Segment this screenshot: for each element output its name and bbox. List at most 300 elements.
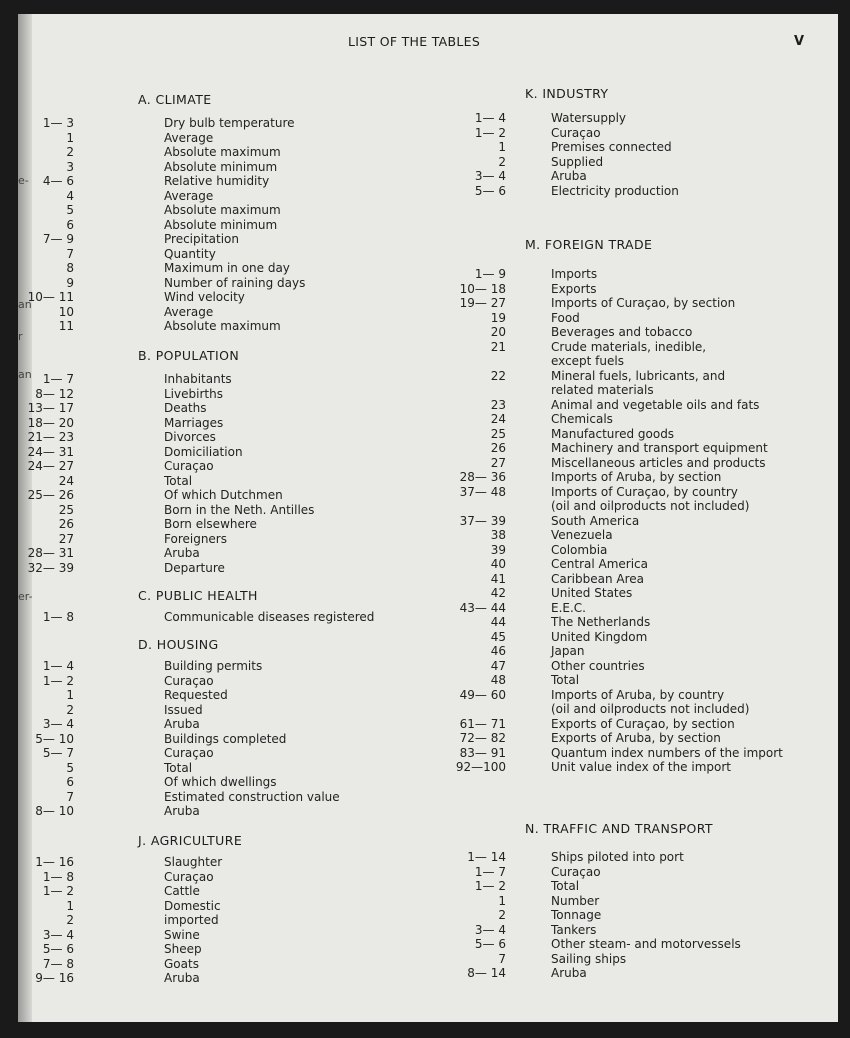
table-list-item <box>18 261 418 276</box>
section-heading: C. PUBLIC HEALTH <box>138 588 258 603</box>
table-list-item <box>18 247 418 262</box>
table-number: 1— 2 <box>474 879 506 893</box>
table-description: Total <box>164 760 193 775</box>
table-number: 24 <box>58 473 74 488</box>
table-number: 8— 14 <box>467 966 506 980</box>
table-description: Sailing ships <box>551 951 627 966</box>
table-number: 26 <box>490 441 506 455</box>
table-number: 1— 4 <box>42 659 74 673</box>
table-description: except fuels <box>551 354 624 368</box>
table-list-item <box>18 445 418 460</box>
table-number: 23 <box>490 397 506 412</box>
table-number: 2 <box>66 702 74 717</box>
table-list-item <box>418 543 838 558</box>
table-description: Total <box>551 879 580 893</box>
table-list-item <box>18 319 418 334</box>
table-description: Food <box>551 310 580 325</box>
table-list-item <box>418 717 838 732</box>
table-list-item <box>418 282 838 297</box>
table-number: 10— 18 <box>459 281 506 296</box>
table-list-item <box>18 503 418 518</box>
table-number: 5— 7 <box>42 746 74 760</box>
table-list-item <box>18 218 418 233</box>
table-number: 1 <box>66 688 74 702</box>
table-list-item <box>418 169 838 184</box>
table-list-item <box>418 937 838 952</box>
table-list-item <box>18 430 418 445</box>
table-description: Crude materials, inedible, <box>551 339 707 354</box>
table-description: imported <box>164 913 219 927</box>
table-list-item <box>18 401 418 416</box>
table-description: Foreigners <box>164 531 227 546</box>
table-description: Quantity <box>164 246 216 261</box>
table-number: 3— 4 <box>42 927 74 942</box>
table-description: Tankers <box>551 922 597 937</box>
table-description: Average <box>164 130 214 145</box>
table-list-item <box>418 865 838 880</box>
table-list-item <box>18 703 418 718</box>
table-number: 8 <box>66 261 74 275</box>
table-list-item <box>418 267 838 282</box>
table-list-item <box>18 717 418 732</box>
table-number: 4— 6 <box>42 174 74 188</box>
table-list-item <box>418 572 838 587</box>
table-description: Slaughter <box>164 855 223 869</box>
table-description: Communicable diseases registered <box>164 610 375 624</box>
table-number: 25— 26 <box>27 488 74 502</box>
table-number: 6 <box>66 217 74 232</box>
table-description: Aruba <box>551 169 587 183</box>
table-description: Domestic <box>164 898 221 913</box>
table-list-item <box>18 942 418 957</box>
table-description: Divorces <box>164 430 216 444</box>
section-heading: N. TRAFFIC AND TRANSPORT <box>525 821 713 836</box>
table-list-item <box>18 459 418 474</box>
document-page <box>18 14 838 1022</box>
table-number: 39 <box>490 542 506 557</box>
table-description: Quantum index numbers of the import <box>551 745 783 760</box>
margin-text-fragment: r <box>18 330 23 343</box>
table-description: Average <box>164 188 214 203</box>
table-list-item <box>418 702 838 717</box>
table-list-item <box>418 615 838 630</box>
table-number: 8— 12 <box>35 386 74 401</box>
table-description: Requested <box>164 688 228 702</box>
table-list-item <box>418 879 838 894</box>
table-number: 21 <box>490 339 506 354</box>
table-description: Aruba <box>164 717 200 731</box>
table-description: Absolute minimum <box>164 159 278 174</box>
table-number: 1 <box>498 140 506 154</box>
table-number: 7 <box>66 246 74 261</box>
table-number: 1— 3 <box>42 116 74 130</box>
table-number: 61— 71 <box>459 716 506 731</box>
table-description: The Netherlands <box>551 615 651 629</box>
table-list-item <box>418 499 838 514</box>
table-list-item <box>18 790 418 805</box>
table-description: Mineral fuels, lubricants, and <box>551 368 726 383</box>
table-list-item <box>418 311 838 326</box>
table-list-item <box>418 398 838 413</box>
table-description: Imports of Curaçao, by country <box>551 484 738 499</box>
table-description: Supplied <box>551 154 604 169</box>
table-list-item <box>418 966 838 981</box>
table-list-item <box>18 855 418 870</box>
table-number: 1 <box>498 893 506 908</box>
table-number: 45 <box>490 629 506 644</box>
table-list-item <box>18 688 418 703</box>
table-number: 19 <box>490 310 506 325</box>
table-number: 2 <box>66 913 74 927</box>
table-description: United Kingdom <box>551 629 648 644</box>
table-description: Animal and vegetable oils and fats <box>551 397 760 412</box>
table-list-item <box>418 528 838 543</box>
table-number: 5— 6 <box>474 937 506 951</box>
table-list-item <box>18 276 418 291</box>
table-list-item <box>18 546 418 561</box>
table-description: Caribbean Area <box>551 571 645 586</box>
table-list-item <box>418 340 838 355</box>
table-list-item <box>18 160 418 175</box>
table-description: Premises connected <box>551 140 672 154</box>
table-list-item <box>418 850 838 865</box>
table-number: 7— 8 <box>42 956 74 971</box>
table-list-item <box>18 732 418 747</box>
table-description: Exports <box>551 281 597 296</box>
table-description: Watersupply <box>551 111 626 125</box>
table-description: Miscellaneous articles and products <box>551 455 766 470</box>
table-description: Estimated construction value <box>164 789 340 804</box>
table-list-item <box>18 203 418 218</box>
table-number: 13— 17 <box>27 401 74 415</box>
table-list-item <box>418 325 838 340</box>
table-number: 5— 6 <box>42 942 74 956</box>
table-number: 3 <box>66 159 74 174</box>
section-heading: M. FOREIGN TRADE <box>525 237 653 252</box>
table-number: 24— 27 <box>27 459 74 473</box>
table-number: 2 <box>66 145 74 159</box>
table-list-item <box>18 610 418 625</box>
table-description: Of which dwellings <box>164 775 277 789</box>
table-number: 25 <box>490 426 506 441</box>
table-list-item <box>18 870 418 885</box>
table-list-item <box>418 908 838 923</box>
table-number: 27 <box>58 531 74 546</box>
page-number: V <box>794 34 805 49</box>
table-number: 1— 2 <box>42 884 74 898</box>
table-list-item <box>418 673 838 688</box>
table-number: 24 <box>490 412 506 426</box>
table-number: 1— 2 <box>474 125 506 140</box>
table-list-item <box>418 427 838 442</box>
table-list-item <box>418 731 838 746</box>
table-number: 38 <box>490 528 506 542</box>
margin-text-fragment: an <box>18 298 32 311</box>
table-list-item <box>18 387 418 402</box>
table-number: 28— 31 <box>27 546 74 560</box>
table-description: United States <box>551 586 633 600</box>
table-number: 11 <box>58 319 74 333</box>
table-list-item <box>418 126 838 141</box>
table-list-item <box>418 514 838 529</box>
table-number: 41 <box>490 571 506 586</box>
table-list-item <box>418 894 838 909</box>
table-description: Ships piloted into port <box>551 850 684 864</box>
table-list-item <box>418 412 838 427</box>
table-list-item <box>418 760 838 775</box>
table-list-item <box>418 441 838 456</box>
table-number: 22 <box>490 368 506 383</box>
table-list-item <box>418 644 838 659</box>
margin-text-fragment: er- <box>18 590 33 603</box>
table-description: Curaçao <box>551 125 601 140</box>
table-number: 8— 10 <box>35 804 74 818</box>
table-list-item <box>418 140 838 155</box>
table-number: 1— 8 <box>42 610 74 624</box>
table-description: Beverages and tobacco <box>551 325 693 339</box>
table-description: South America <box>551 513 640 528</box>
table-list-item <box>18 899 418 914</box>
margin-text-fragment: an <box>18 368 32 381</box>
table-description: Imports of Curaçao, by section <box>551 296 736 310</box>
table-description: Absolute maximum <box>164 203 281 217</box>
table-number: 37— 48 <box>459 484 506 499</box>
table-description: Chemicals <box>551 412 613 426</box>
table-description: Manufactured goods <box>551 426 675 441</box>
table-description: Curaçao <box>551 864 601 879</box>
table-number: 72— 82 <box>459 731 506 745</box>
table-description: Issued <box>164 702 203 717</box>
table-description: Of which Dutchmen <box>164 488 283 502</box>
table-number: 7 <box>498 951 506 966</box>
table-number: 1— 2 <box>42 673 74 688</box>
table-list-item <box>18 957 418 972</box>
table-number: 48 <box>490 673 506 687</box>
table-number: 7 <box>66 789 74 804</box>
table-description: Japan <box>551 644 585 658</box>
table-list-item <box>18 474 418 489</box>
table-number: 1— 7 <box>474 864 506 879</box>
page-title: LIST OF THE TABLES <box>348 34 481 49</box>
table-list-item <box>18 971 418 986</box>
table-description: Inhabitants <box>164 372 232 386</box>
table-list-item <box>418 601 838 616</box>
table-description: Other steam- and motorvessels <box>551 937 741 951</box>
table-list-item <box>18 416 418 431</box>
table-description: Tonnage <box>551 908 602 922</box>
table-list-item <box>418 659 838 674</box>
table-list-item <box>418 369 838 384</box>
table-number: 4 <box>66 188 74 203</box>
table-list-item <box>18 761 418 776</box>
table-number: 27 <box>490 455 506 470</box>
table-list-item <box>18 659 418 674</box>
table-description: Maximum in one day <box>164 261 290 275</box>
table-list-item <box>18 305 418 320</box>
table-list-item <box>18 674 418 689</box>
table-description: Deaths <box>164 401 207 415</box>
table-number: 21— 23 <box>27 430 74 444</box>
table-number: 10— 11 <box>27 290 74 304</box>
section-heading: D. HOUSING <box>138 637 219 652</box>
table-description: Imports of Aruba, by section <box>551 470 722 484</box>
table-number: 1 <box>66 130 74 145</box>
table-list-item <box>418 746 838 761</box>
table-list-item <box>18 775 418 790</box>
table-list-item <box>418 456 838 471</box>
section-heading: J. AGRICULTURE <box>138 833 243 848</box>
table-description: Curaçao <box>164 459 214 473</box>
table-list-item <box>18 561 418 576</box>
table-number: 1 <box>66 898 74 913</box>
table-list-item <box>418 184 838 199</box>
margin-text-fragment: e- <box>18 174 29 187</box>
table-number: 43— 44 <box>459 600 506 615</box>
section-heading: A. CLIMATE <box>138 92 212 107</box>
table-description: Curaçao <box>164 869 214 884</box>
table-number: 44 <box>490 615 506 629</box>
table-number: 24— 31 <box>27 444 74 459</box>
table-description: Absolute maximum <box>164 145 281 159</box>
table-list-item <box>418 923 838 938</box>
table-list-item <box>418 557 838 572</box>
table-list-item <box>418 630 838 645</box>
table-number: 5— 10 <box>35 731 74 746</box>
table-description: Absolute maximum <box>164 319 281 333</box>
table-description: Number <box>551 893 600 908</box>
table-list-item <box>18 488 418 503</box>
table-list-item <box>418 952 838 967</box>
table-description: Sheep <box>164 942 202 956</box>
table-description: Aruba <box>551 966 587 980</box>
table-list-item <box>18 746 418 761</box>
table-list-item <box>18 145 418 160</box>
table-number: 1— 16 <box>35 855 74 869</box>
table-number: 9— 16 <box>35 971 74 985</box>
table-list-item <box>418 383 838 398</box>
table-number: 92—100 <box>455 760 506 774</box>
table-list-item <box>18 804 418 819</box>
table-number: 47 <box>490 658 506 673</box>
table-number: 9 <box>66 275 74 290</box>
table-description: Dry bulb temperature <box>164 116 295 130</box>
table-description: Colombia <box>551 542 608 557</box>
table-number: 46 <box>490 644 506 658</box>
table-description: Imports of Aruba, by country <box>551 687 725 702</box>
table-list-item <box>18 532 418 547</box>
table-description: Building permits <box>164 659 263 673</box>
table-description: (oil and oilproducts not included) <box>551 499 750 513</box>
table-number: 83— 91 <box>459 745 506 760</box>
table-number: 1— 4 <box>474 111 506 125</box>
table-description: Swine <box>164 927 200 942</box>
table-number: 28— 36 <box>459 470 506 484</box>
table-description: Departure <box>164 560 225 575</box>
table-list-item <box>18 116 418 131</box>
table-number: 2 <box>498 908 506 922</box>
table-description: Domiciliation <box>164 444 243 459</box>
table-description: Machinery and transport equipment <box>551 441 768 455</box>
table-list-item <box>18 290 418 305</box>
table-description: Average <box>164 304 214 319</box>
table-description: Relative humidity <box>164 174 270 188</box>
section-heading: K. INDUSTRY <box>525 86 609 101</box>
table-description: Central America <box>551 557 649 571</box>
table-description: Total <box>164 473 193 488</box>
table-list-item <box>418 111 838 126</box>
table-description: Goats <box>164 956 199 971</box>
table-number: 20 <box>490 325 506 339</box>
table-description: Precipitation <box>164 232 240 246</box>
table-list-item <box>418 296 838 311</box>
table-number: 1— 14 <box>467 850 506 864</box>
table-list-item <box>418 586 838 601</box>
table-description: Marriages <box>164 415 224 430</box>
table-list-item <box>18 928 418 943</box>
table-description: Number of raining days <box>164 275 306 290</box>
table-number: 3— 4 <box>474 169 506 183</box>
table-number: 19— 27 <box>459 296 506 310</box>
table-description: Curaçao <box>164 673 214 688</box>
table-number: 1— 7 <box>42 372 74 386</box>
table-list-item <box>18 189 418 204</box>
table-description: Aruba <box>164 804 200 818</box>
table-description: Exports of Aruba, by section <box>551 731 721 745</box>
table-list-item <box>418 688 838 703</box>
table-number: 40 <box>490 557 506 571</box>
table-description: Curaçao <box>164 746 214 760</box>
table-list-item <box>18 232 418 247</box>
table-number: 10 <box>58 304 74 319</box>
table-list-item <box>418 470 838 485</box>
section-heading: B. POPULATION <box>138 348 240 363</box>
table-description: (oil and oilproducts not included) <box>551 702 750 716</box>
table-description: Absolute minimum <box>164 217 278 232</box>
table-list-item <box>18 131 418 146</box>
table-number: 3— 4 <box>42 717 74 731</box>
table-number: 37— 39 <box>459 513 506 528</box>
table-description: Born elsewhere <box>164 517 257 531</box>
table-number: 26 <box>58 517 74 531</box>
table-number: 32— 39 <box>27 560 74 575</box>
table-number: 6 <box>66 775 74 789</box>
table-list-item <box>18 913 418 928</box>
table-description: Other countries <box>551 658 645 673</box>
table-description: Aruba <box>164 546 200 560</box>
table-list-item <box>18 517 418 532</box>
table-number: 5 <box>66 760 74 775</box>
table-number: 5— 6 <box>474 183 506 198</box>
table-list-item <box>418 155 838 170</box>
table-number: 5 <box>66 203 74 217</box>
table-list-item <box>18 174 418 189</box>
table-description: Buildings completed <box>164 731 287 746</box>
table-number: 7— 9 <box>42 232 74 246</box>
table-description: Livebirths <box>164 386 223 401</box>
table-description: Venezuela <box>551 528 613 542</box>
table-description: Imports <box>551 267 598 281</box>
table-list-item <box>418 354 838 369</box>
table-description: Cattle <box>164 884 200 898</box>
table-number: 49— 60 <box>459 687 506 702</box>
table-description: Wind velocity <box>164 290 245 304</box>
table-description: related materials <box>551 383 654 397</box>
table-list-item <box>418 485 838 500</box>
table-list-item <box>18 372 418 387</box>
table-number: 42 <box>490 586 506 600</box>
table-number: 25 <box>58 502 74 517</box>
table-description: Exports of Curaçao, by section <box>551 716 735 731</box>
